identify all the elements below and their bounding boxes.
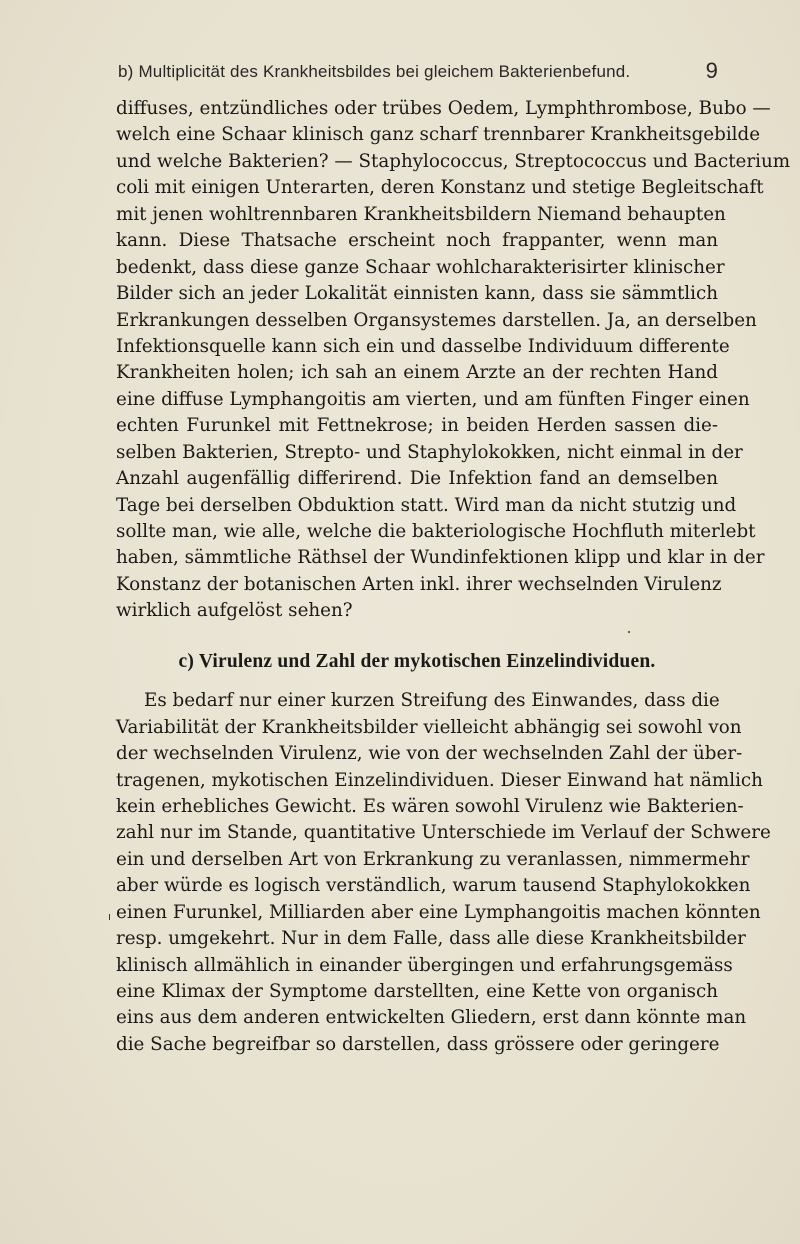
- text-line: Variabilität der Krankheitsbilder vielleicht abhängig sei sowohl von: [116, 716, 742, 738]
- text-line: Krankheiten holen; ich sah an einem Arzte an der rechten Hand: [116, 362, 718, 384]
- text-line: wirklich aufgelöst sehen?: [116, 600, 353, 622]
- text-line: bedenkt, dass diese ganze Schaar wohlcharakterisirter klinischer: [116, 256, 725, 278]
- text-line: Bilder sich an jeder Lokalität einnisten kann, dass sie sämmtlich: [116, 283, 718, 305]
- text-line: haben, sämmtliche Räthsel der Wundinfektionen klipp und klar in der: [116, 547, 765, 569]
- text-line: und welche Bakterien? — Staphylococcus, Streptococcus und Bacterium: [116, 150, 791, 172]
- text-line: Anzahl augenfällig differirend. Die Infektion fand an demselben: [116, 468, 718, 490]
- text-line: coli mit einigen Unterarten, deren Konstanz und stetige Begleitschaft: [116, 177, 764, 199]
- paragraph-1: [116, 96, 791, 625]
- text-line: Infektionsquelle kann sich ein und dasselbe Individuum differente: [116, 335, 730, 357]
- paper-speck: [109, 914, 110, 920]
- body-text: [116, 96, 791, 1058]
- text-line: Erkrankungen desselben Organsystemes darstellen. Ja, an derselben: [116, 309, 757, 331]
- text-line: kann. Diese Thatsache erscheint noch frappanter, wenn man: [116, 230, 718, 252]
- text-line: zahl nur im Stande, quantitative Unterschiede im Verlauf der Schwere: [116, 822, 771, 844]
- text-line: sollte man, wie alle, welche die bakteriologische Hochfluth miterlebt: [116, 521, 756, 542]
- text-line: kein erhebliches Gewicht. Es wären sowohl Virulenz wie Bakterien-: [116, 795, 744, 817]
- running-head-title: b) Multiplicität des Krankheitsbildes bei gleichem Bakterienbefund.: [118, 62, 631, 81]
- text-line: der wechselnden Virulenz, wie von der wechselnden Zahl der über-: [116, 743, 743, 765]
- page-number: 9: [705, 58, 718, 83]
- text-line: Konstanz der botanischen Arten inkl. ihrer wechselnden Virulenz: [116, 573, 722, 595]
- text-line: tragenen, mykotischen Einzelindividuen. Dieser Einwand hat nämlich: [116, 769, 763, 791]
- text-line: aber würde es logisch verständlich, warum tausend Staphylokokken: [116, 875, 751, 897]
- section-heading: c) Virulenz und Zahl der mykotischen Einzelindividuen.: [178, 650, 656, 672]
- text-line: eins aus dem anderen entwickelten Gliedern, erst dann könnte man: [116, 1007, 747, 1029]
- running-head: [118, 58, 718, 92]
- text-line: diffuses, entzündliches oder trübes Oedem, Lymphthrombose, Bubo —: [116, 98, 771, 119]
- text-line: mit jenen wohltrennbaren Krankheitsbildern Niemand behaupten: [116, 203, 726, 225]
- text-line: Es bedarf nur einer kurzen Streifung des Einwandes, dass die: [144, 690, 720, 712]
- paragraph-2: [116, 688, 771, 1058]
- text-line: die Sache begreifbar so darstellen, dass grössere oder geringere: [116, 1033, 720, 1055]
- text-line: resp. umgekehrt. Nur in dem Falle, dass alle diese Krankheitsbilder: [116, 928, 746, 950]
- text-line: Tage bei derselben Obduktion statt. Wird man da nicht stutzig und: [116, 494, 737, 516]
- text-line: ein und derselben Art von Erkrankung zu veranlassen, nimmermehr: [116, 848, 750, 870]
- text-line: welch eine Schaar klinisch ganz scharf trennbarer Krankheitsgebilde: [116, 124, 761, 146]
- text-line: klinisch allmählich in einander übergingen und erfahrungsgemäss: [116, 954, 733, 976]
- text-line: echten Furunkel mit Fettnekrose; in beiden Herden sassen die-: [116, 415, 718, 437]
- paper-speck: [628, 631, 630, 633]
- text-line: eine Klimax der Symptome darstellten, eine Kette von organisch: [116, 981, 718, 1002]
- text-line: einen Furunkel, Milliarden aber eine Lymphangoitis machen könnten: [116, 901, 761, 923]
- text-line: eine diffuse Lymphangoitis am vierten, und am fünften Finger einen: [116, 388, 750, 410]
- text-line: selben Bakterien, Strepto- und Staphylokokken, nicht einmal in der: [116, 441, 743, 463]
